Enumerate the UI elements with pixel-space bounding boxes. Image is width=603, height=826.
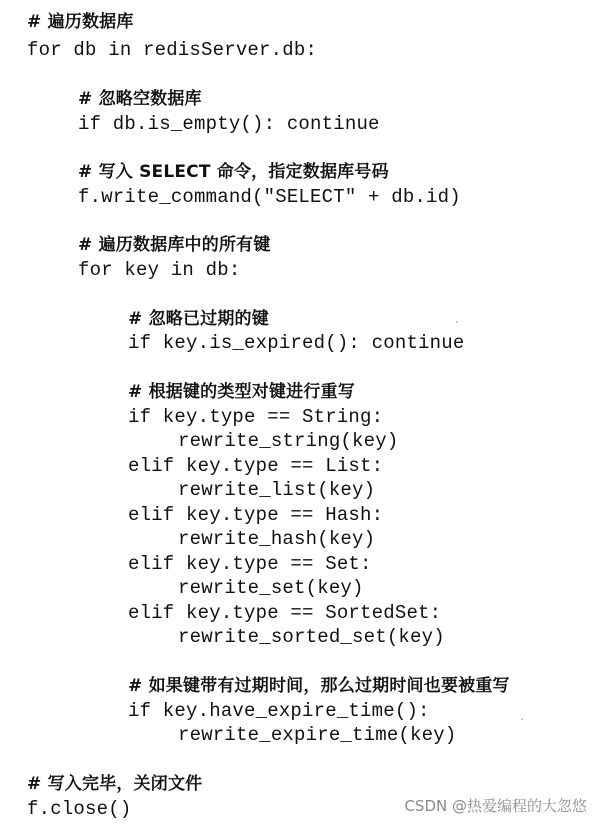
code-line: elif key.type == List:	[128, 455, 384, 477]
code-line: rewrite_set(key)	[178, 577, 364, 599]
code-line: if key.type == String:	[128, 406, 384, 428]
comment-line: # 遍历数据库	[27, 12, 134, 32]
code-line: if key.have_expire_time():	[128, 700, 430, 722]
code-line: f.write_command("SELECT" + db.id)	[78, 186, 461, 208]
scan-speck	[456, 321, 458, 323]
comment-line: # 写入 SELECT 命令，指定数据库号码	[78, 162, 389, 182]
comment-line: # 忽略空数据库	[78, 89, 202, 109]
code-line: rewrite_expire_time(key)	[178, 724, 457, 746]
code-line: rewrite_sorted_set(key)	[178, 626, 445, 648]
comment-line: # 忽略已过期的键	[128, 309, 269, 329]
code-line: if key.is_expired(): continue	[128, 332, 465, 354]
comment-line: # 写入完毕，关闭文件	[27, 774, 203, 794]
code-line: for key in db:	[78, 259, 241, 281]
code-line: rewrite_list(key)	[178, 479, 376, 501]
code-line: for db in redisServer.db:	[27, 39, 318, 61]
scan-speck	[521, 718, 523, 720]
watermark: CSDN @热爱编程的大忽悠	[404, 797, 587, 815]
code-line: elif key.type == Hash:	[128, 504, 384, 526]
code-line: rewrite_string(key)	[178, 430, 399, 452]
code-line: if db.is_empty(): continue	[78, 113, 380, 135]
code-line: elif key.type == Set:	[128, 553, 372, 575]
code-line: rewrite_hash(key)	[178, 528, 376, 550]
comment-line: # 遍历数据库中的所有键	[78, 235, 271, 255]
code-line: f.close()	[27, 798, 132, 820]
comment-line: # 根据键的类型对键进行重写	[128, 382, 355, 402]
comment-line: # 如果键带有过期时间，那么过期时间也要被重写	[128, 676, 510, 696]
code-line: elif key.type == SortedSet:	[128, 602, 442, 624]
